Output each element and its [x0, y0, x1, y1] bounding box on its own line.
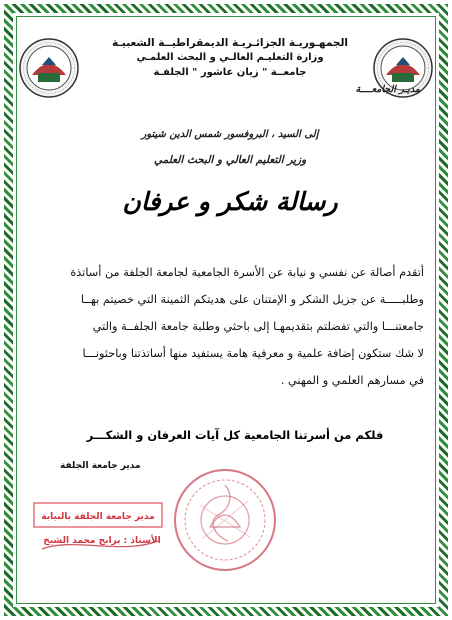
- letter-closing: فلكم من أسرتنا الجامعية كل آيات العرفان و الشكـــر: [86, 428, 384, 442]
- body-line: في مسارهم العلمي و المهني .: [280, 374, 424, 387]
- body-line: أتقدم أصالة عن نفسي و نيابة عن الأسرة الجامعية لجامعة الجلفة من أساتذة: [70, 266, 424, 279]
- letter-title: رسالة شكر و عرفان: [122, 187, 338, 216]
- header-republic: الجمهـوريـة الجزائـريـة الديمقراطيــة الشعبيـة: [111, 37, 349, 49]
- header-university: جامعــة " زيان عاشور " الجلفـة: [153, 67, 307, 78]
- letter-signer: مدير جامعة الجلفة: [60, 461, 141, 471]
- body-line: لا شك ستكون إضافة علمية و معرفية هامة يستفيد منها أساتذتنا وباحثونـــا: [82, 347, 424, 360]
- letter-recipient: إلى السيد ، البروفسور شمس الدين شيتور: [141, 129, 319, 140]
- body-line: جامعتنـــا والتي تفضلتم بتقديمهـا إلى باحثي وطلبة جامعة الجلفــة والتي: [92, 320, 424, 333]
- official-stamp: [32, 497, 164, 557]
- university-logo-left: [18, 37, 80, 99]
- header-department: مديـر الجامعــــة: [355, 84, 420, 95]
- letter-recipient-title: وزير التعليم العالي و البحث العلمي: [153, 154, 307, 166]
- round-seal: [170, 465, 280, 575]
- stamp-line-2: الأستاذ : برابح محمد الشيخ: [43, 536, 161, 546]
- stamp-line-1: مدير جامعة الجلفة بالنيابة: [41, 512, 155, 522]
- header-ministry: وزارة التعليـم العالـي و البحث العلمـي: [136, 52, 324, 63]
- body-line: وطلبـــــة عن جزيل الشكر و الإمتنان على هديتكم الثمينة التي خصيتم بهــا: [80, 293, 424, 306]
